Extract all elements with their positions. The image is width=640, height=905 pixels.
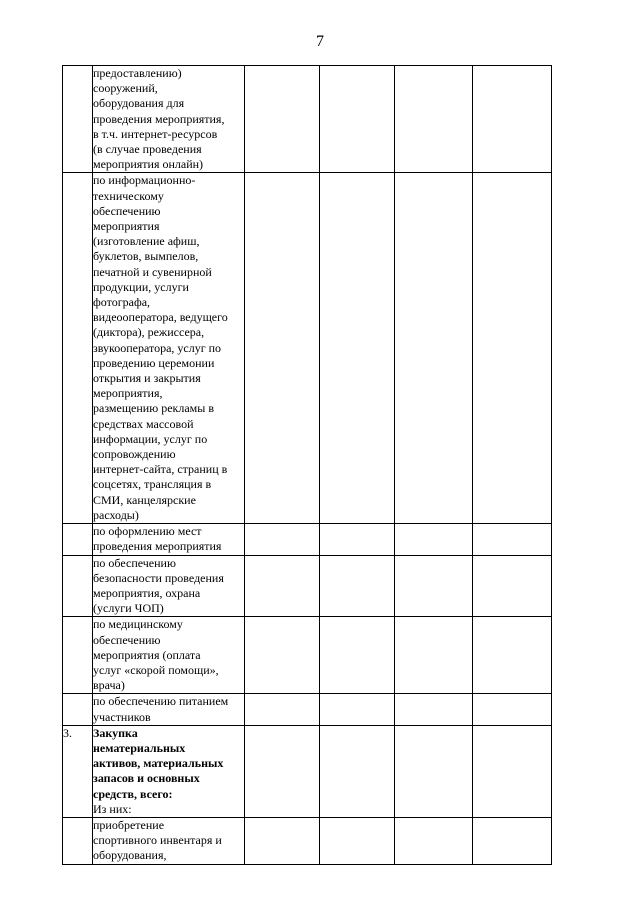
description-line: (диктора), режиссера,: [93, 325, 205, 340]
description-line: спортивного инвентаря и: [93, 833, 222, 848]
description-line: сопровождению: [93, 447, 176, 462]
table-row: [63, 617, 552, 694]
table-row: [63, 555, 552, 617]
value-cell-1: [245, 817, 320, 864]
value-cell-3: [395, 817, 473, 864]
description-line: буклетов, вымпелов,: [93, 249, 199, 264]
description-line: открытия и закрытия: [93, 371, 201, 386]
value-cell-4: [473, 173, 552, 524]
value-cell-1: [245, 173, 320, 524]
description-line: по обеспечению: [93, 555, 176, 570]
description-line: мероприятия онлайн): [93, 157, 204, 172]
description-line: по оформлению мест: [93, 524, 202, 539]
value-cell-2: [320, 694, 395, 725]
description-line: мероприятия,: [93, 386, 163, 401]
description-line: проведения мероприятия,: [93, 111, 225, 126]
row-number-cell: [63, 817, 93, 864]
row-description-cell: [93, 817, 245, 864]
description-line: интернет-сайта, страниц в: [93, 462, 228, 477]
description-line: в т.ч. интернет-ресурсов: [93, 126, 218, 141]
value-cell-1: [245, 617, 320, 694]
value-cell-4: [473, 725, 552, 817]
row-number-cell: [63, 617, 93, 694]
value-cell-2: [320, 817, 395, 864]
value-cell-3: [395, 725, 473, 817]
value-cell-4: [473, 555, 552, 617]
description-line: запасов и основных: [93, 771, 200, 786]
row-description-cell: [93, 524, 245, 555]
description-line: фотографа,: [93, 295, 151, 310]
row-number-cell: [63, 524, 93, 555]
description-line: техническому: [93, 188, 164, 203]
description-line: проведению церемонии: [93, 355, 215, 370]
value-cell-4: [473, 694, 552, 725]
value-cell-3: [395, 173, 473, 524]
page-number: 7: [316, 33, 324, 50]
row-description-cell: [93, 694, 245, 725]
value-cell-2: [320, 524, 395, 555]
description-line: по медицинскому: [93, 617, 183, 632]
description-line: расходы): [93, 507, 139, 522]
description-line: нематериальных: [93, 740, 186, 755]
value-cell-1: [245, 694, 320, 725]
description-line: проведения мероприятия: [93, 539, 222, 554]
value-cell-2: [320, 66, 395, 173]
row-number-cell: [63, 173, 93, 524]
description-line: врача): [93, 678, 125, 693]
budget-table: [62, 65, 552, 865]
row-description-cell: [93, 66, 245, 173]
value-cell-4: [473, 817, 552, 864]
value-cell-3: [395, 66, 473, 173]
description-line: безопасности проведения: [93, 570, 224, 585]
description-line: соцсетях, трансляция в: [93, 477, 212, 492]
row-number-cell: [63, 66, 93, 173]
budget-table-body: [63, 66, 552, 865]
table-row: [63, 173, 552, 524]
description-line: оборудования для: [93, 96, 185, 111]
description-line: обеспечению: [93, 203, 161, 218]
description-line: печатной и сувенирной: [93, 264, 212, 279]
row-description-cell: [93, 617, 245, 694]
description-line: (изготовление афиш,: [93, 234, 200, 249]
value-cell-3: [395, 555, 473, 617]
value-cell-2: [320, 617, 395, 694]
value-cell-1: [245, 66, 320, 173]
description-line: мероприятия, охрана: [93, 585, 201, 600]
row-number-cell: [63, 555, 93, 617]
description-line: СМИ, канцелярские: [93, 492, 196, 507]
row-number-cell: [63, 694, 93, 725]
value-cell-2: [320, 725, 395, 817]
description-line: средств, всего:: [93, 786, 173, 801]
row-description-cell: [93, 173, 245, 524]
description-line: видеооператора, ведущего: [93, 310, 228, 325]
description-line: продукции, услуги: [93, 279, 189, 294]
value-cell-3: [395, 694, 473, 725]
description-line: предоставлению): [93, 66, 182, 80]
value-cell-1: [245, 555, 320, 617]
description-line: услуг «скорой помощи»,: [93, 662, 219, 677]
description-line: мероприятия: [93, 219, 160, 234]
table-row: [63, 66, 552, 173]
value-cell-4: [473, 524, 552, 555]
value-cell-3: [395, 524, 473, 555]
description-line: средствах массовой: [93, 416, 194, 431]
value-cell-4: [473, 66, 552, 173]
description-line: сооружений,: [93, 81, 158, 96]
description-line: Закупка: [93, 725, 138, 740]
description-line: информации, услуг по: [93, 431, 208, 446]
description-line: мероприятия (оплата: [93, 647, 201, 662]
table-row: [63, 725, 552, 817]
description-line: (в случае проведения: [93, 142, 202, 157]
value-cell-3: [395, 617, 473, 694]
description-line: размещению рекламы в: [93, 401, 214, 416]
value-cell-4: [473, 617, 552, 694]
description-line: Из них:: [93, 801, 132, 816]
row-description-cell: [93, 725, 245, 817]
description-line: (услуги ЧОП): [93, 601, 164, 616]
description-line: оборудования,: [93, 848, 167, 863]
description-line: звукооператора, услуг по: [93, 340, 222, 355]
description-line: по информационно-: [93, 173, 196, 188]
row-number-cell: 3.: [63, 725, 93, 817]
value-cell-1: [245, 524, 320, 555]
table-row: [63, 694, 552, 725]
description-line: по обеспечению питанием: [93, 694, 229, 709]
value-cell-2: [320, 173, 395, 524]
description-line: активов, материальных: [93, 756, 224, 771]
row-description-cell: [93, 555, 245, 617]
table-row: [63, 817, 552, 864]
description-line: участников: [93, 709, 151, 724]
description-line: приобретение: [93, 817, 165, 832]
description-line: обеспечению: [93, 632, 161, 647]
value-cell-1: [245, 725, 320, 817]
table-row: [63, 524, 552, 555]
value-cell-2: [320, 555, 395, 617]
